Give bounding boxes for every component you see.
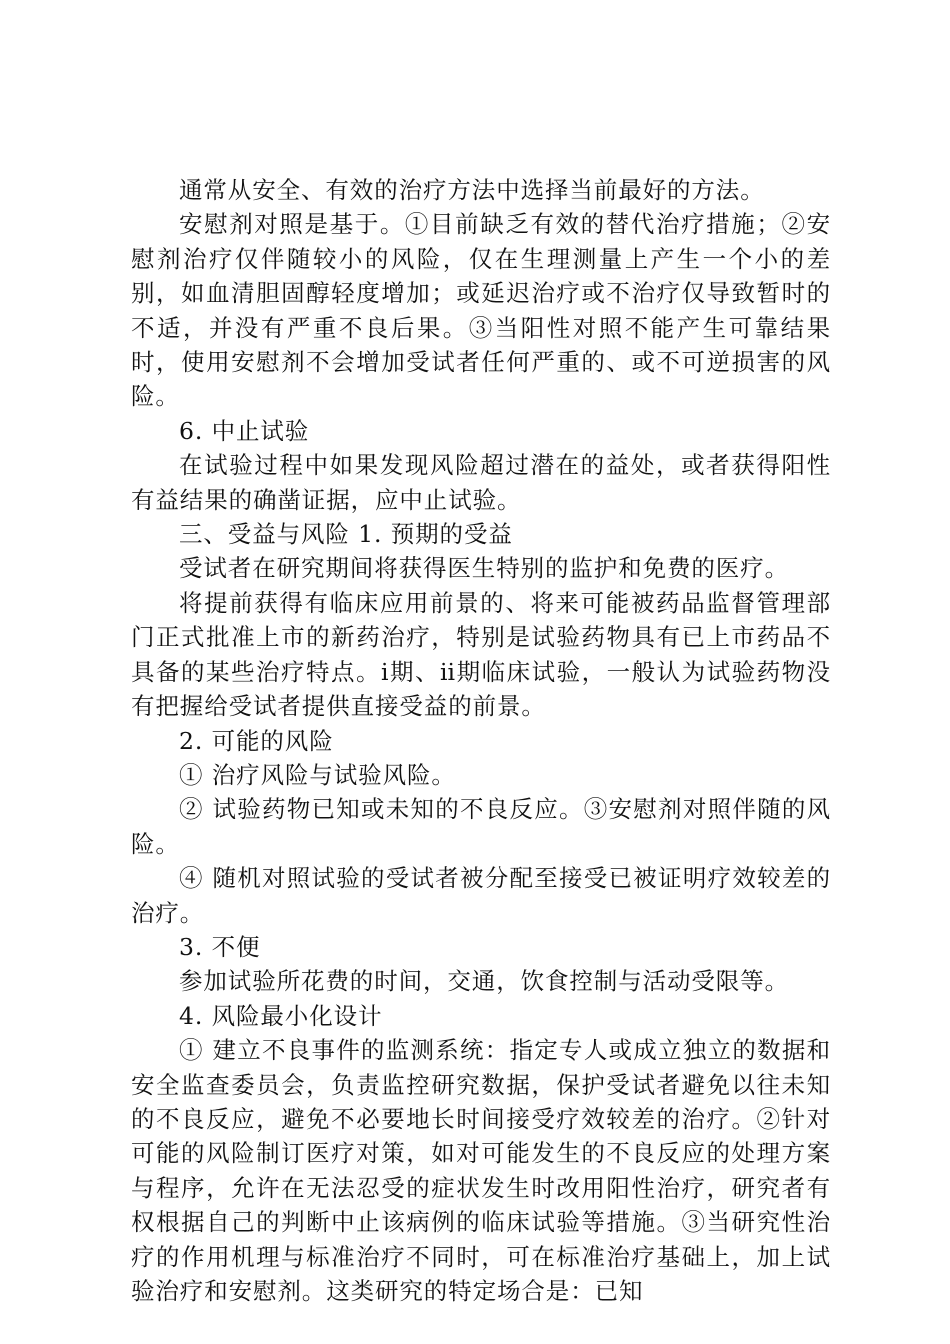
paragraph: 在试验过程中如果发现风险超过潜在的益处，或者获得阳性有益结果的确凿证据，应中止试验。 [131, 451, 831, 514]
paragraph: ① 建立不良事件的监测系统：指定专人或成立独立的数据和安全监查委员会，负责监控研究数据，保护受试者避免以往未知的不良反应，避免不必要地长时间接受疗效较差的治疗。②针对可能的风险制订医疗对策，如对可能发生的不良反应的处理方案与程序，允许在无法忍受的症状发生时改用阳性治疗，研究者有权根据自己的判断中止该病例的临床试验等措施。③当研究性治疗的作用机理与标准治疗不同时，可在标准治疗基础上，加上试验治疗和安慰剂。这类研究的特定场合是：已知 [131, 1036, 831, 1305]
section-heading: 4. 风险最小化设计 [179, 1001, 383, 1030]
list-item: ② 试验药物已知或未知的不良反应。③安慰剂对照伴随的风险。 [131, 795, 831, 858]
section-heading: 2. 可能的风险 [179, 726, 334, 755]
section-heading: 三、受益与风险 1. 预期的受益 [179, 520, 513, 549]
document-body [131, 173, 831, 1308]
paragraph: 安慰剂对照是基于。①目前缺乏有效的替代治疗措施；②安慰剂治疗仅伴随较小的风险，仅在生理测量上产生一个小的差别，如血清胆固醇轻度增加；或延迟治疗或不治疗仅导致暂时的不适，并没有严重不良后果。③当阳性对照不能产生可靠结果时，使用安慰剂不会增加受试者任何严重的、或不可逆损害的风险。 [131, 210, 831, 411]
list-item: ① 治疗风险与试验风险。 [179, 760, 456, 789]
section-heading: 3. 不便 [179, 932, 261, 961]
paragraph: 将提前获得有临床应用前景的、将来可能被药品监督管理部门正式批准上市的新药治疗，特别是试验药物具有已上市药品不具备的某些治疗特点。ⅰ期、ⅱ期临床试验，一般认为试验药物没有把握给受试者提供直接受益的前景。 [131, 588, 831, 721]
paragraph: 参加试验所花费的时间，交通，饮食控制与活动受限等。 [179, 967, 789, 996]
paragraph: 受试者在研究期间将获得医生特别的监护和免费的医疗。 [179, 554, 789, 583]
paragraph: 通常从安全、有效的治疗方法中选择当前最好的方法。 [179, 176, 765, 204]
list-item: ④ 随机对照试验的受试者被分配至接受已被证明疗效较差的治疗。 [131, 864, 831, 927]
section-heading: 6. 中止试验 [179, 416, 310, 445]
